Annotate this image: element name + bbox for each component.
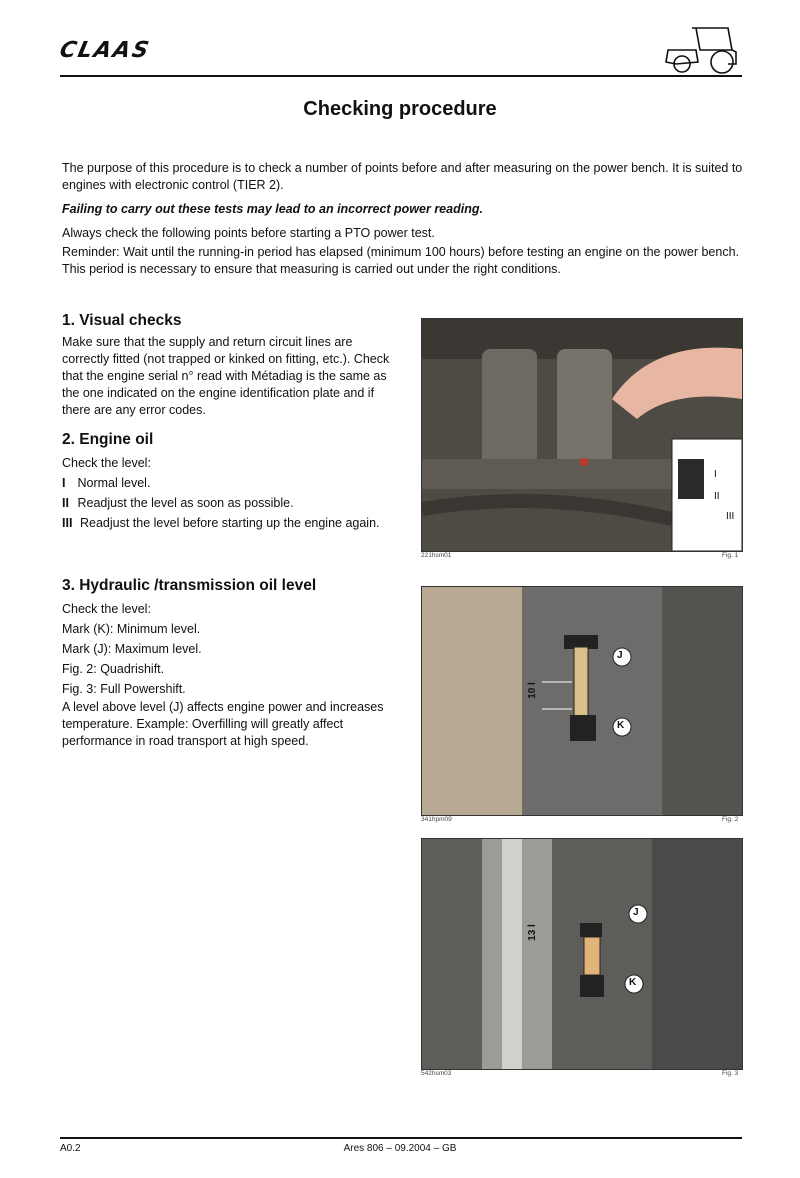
figure-2-photo	[421, 586, 743, 816]
hydraulic-line: Mark (J): Maximum level.	[62, 642, 202, 656]
list-mark: I	[62, 476, 66, 490]
list-item	[62, 513, 392, 533]
dimension-label: 13 l	[526, 924, 538, 941]
mark-j: J	[633, 907, 639, 918]
visual-checks-text	[62, 334, 392, 419]
figure-2-label: Fig. 2	[722, 816, 739, 823]
list-item	[62, 493, 392, 513]
dimension-label: 10 l	[526, 682, 538, 699]
intro-p2: Always check the following points before starting a PTO power test.	[62, 226, 435, 240]
list-item	[62, 473, 392, 493]
hydraulic-line: Fig. 2: Quadrishift.	[62, 662, 165, 676]
intro-p3: Reminder: Wait until the running-in period has elapsed (minimum 100 hours) before testing an engine on the power bench. This period is necessary to ensure that measuring is carried out under the right conditions.	[62, 245, 740, 276]
footer-rule	[60, 1137, 742, 1139]
engine-oil-text	[62, 453, 392, 533]
list-mark: II	[62, 496, 69, 510]
hydraulic-note: A level above level (J) affects engine power and increases temperature. Example: Overfilling will greatly affect performance in road transport at high speed.	[62, 700, 384, 748]
gauge-mark: II	[714, 491, 720, 502]
figure-2-ref: 341hpm09	[421, 816, 452, 823]
list-text: Readjust the level before starting up the engine again.	[80, 516, 380, 530]
intro-p1: The purpose of this procedure is to check a number of points before and after measuring on the power bench. It is suited to engines with electronic control (TIER 2).	[62, 161, 743, 192]
hydraulic-line: Check the level:	[62, 602, 151, 616]
hydraulic-line: Fig. 3: Full Powershift.	[62, 682, 186, 696]
gauge-mark: I	[714, 469, 717, 480]
brand-logo: CLAAS	[57, 38, 153, 63]
page-title: Checking procedure	[303, 98, 497, 120]
list-text: Readjust the level as soon as possible.	[77, 496, 294, 510]
visual-checks-body: Make sure that the supply and return circuit lines are correctly fitted (not trapped or kinked on fitting, etc.). Check that the engine serial n° read with Métadiag is the same as the one indicated on the engine identification plate and if there are any error codes.	[62, 335, 390, 417]
footer-document-info: Ares 806 – 09.2004 – GB	[343, 1143, 457, 1154]
figure-3-label: Fig. 3	[722, 1070, 739, 1077]
heading-hydraulic: 3. Hydraulic /transmission oil level	[62, 577, 317, 594]
heading-engine-oil: 2. Engine oil	[62, 431, 154, 448]
footer-page-number: A0.2	[60, 1143, 81, 1154]
hydraulic-line: Mark (K): Minimum level.	[62, 622, 201, 636]
hydraulic-text	[62, 599, 392, 699]
figure-3-ref: 542hsm03	[421, 1070, 452, 1077]
intro-block	[62, 160, 752, 278]
list-mark: III	[62, 516, 73, 530]
figure-3-photo	[421, 838, 743, 1070]
figure-1-ref: 221hsm01	[421, 552, 452, 559]
mark-k: K	[629, 977, 637, 988]
engine-oil-intro: Check the level:	[62, 456, 151, 470]
figure-1-photo	[421, 318, 743, 552]
tractor-icon	[662, 22, 742, 74]
mark-k: K	[617, 720, 625, 731]
mark-j: J	[617, 650, 623, 661]
hydraulic-note-block	[62, 699, 392, 750]
warning-text: Failing to carry out these tests may lead to an incorrect power reading.	[62, 202, 483, 216]
header-rule	[60, 75, 742, 77]
gauge-mark: III	[726, 511, 735, 522]
figure-1-label: Fig. 1	[722, 552, 739, 559]
heading-visual-checks: 1. Visual checks	[62, 312, 182, 329]
list-text: Normal level.	[77, 476, 151, 490]
